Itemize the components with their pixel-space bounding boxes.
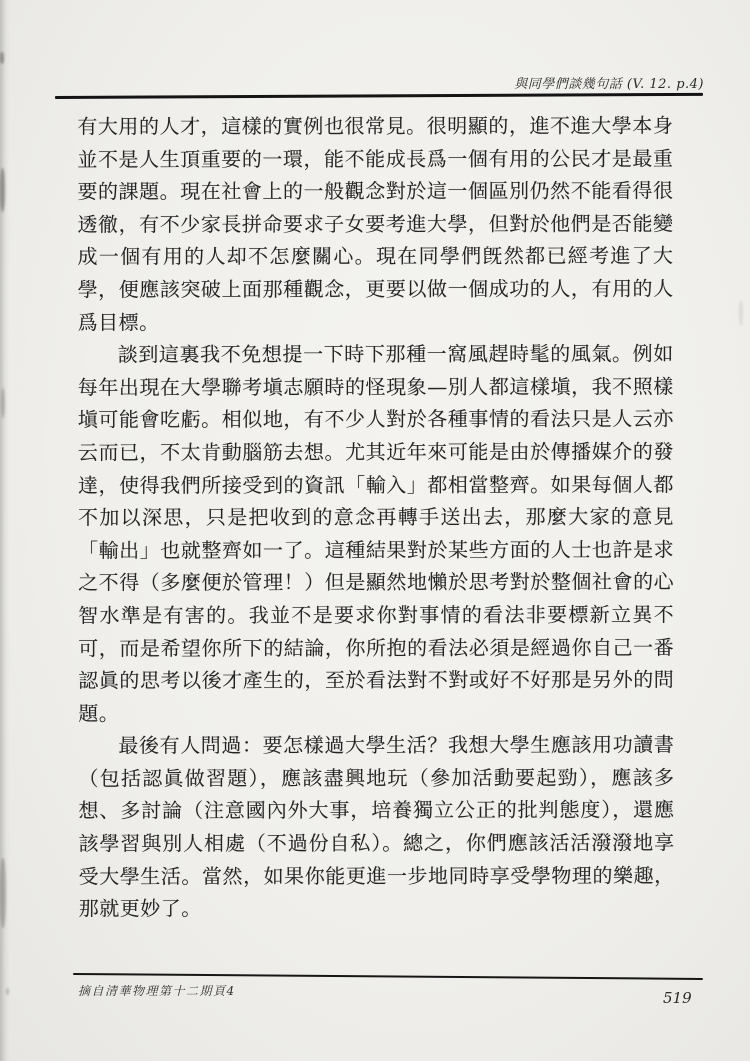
page-number: 519 <box>663 989 692 1007</box>
scan-speck <box>1 388 5 418</box>
scan-speck <box>6 988 9 995</box>
scan-speck <box>0 858 6 928</box>
body-paragraph-2: 談到這裏我不免想提一下時下那種一窩風趕時髦的風氣。例如每年出現在大學聯考塡志願時的怪現象—別人都這樣塡，我不照樣塡可能會吃虧。相似地，有不少人對於各種事情的看法只是人云亦云而已，不太肯動腦筋去想。尤其近年來可能是由於傳播媒介的發達，使得我們所接受到的資訊「輸入」都相當整齊。如果每個人都不加以深思，只是把收到的意念再轉手送出去，那麼大家的意見「輸出」也就整齊如一了。這種結果對於某些方面的人士也許是求之不得（多麼便於管理！）但是顯然地懶於思考對於整個社會的心智水準是有害的。我並不是要求你對事情的看法非要標新立異不可，而是希望你所下的結論，你所抱的看法必須是經過你自己一番認眞的思考以後才產生的，至於看法對不對或好不好那是另外的問題。 <box>77 341 675 726</box>
document-body <box>77 109 674 925</box>
header-rule <box>55 93 703 99</box>
body-paragraph-1: 有大用的人才，這樣的實例也很常見。很明顯的，進不進大學本身並不是人生頂重要的一環，能不能成長爲一個有用的公民才是最重要的課題。現在社會上的一般觀念對於這一個區別仍然不能看得很透徹，有不少家長拼命要求子女要考進大學，但對於他們是否能變成一個有用的人却不怎麼關心。現在同學們旣然都已經考進了大學，便應該突破上面那種觀念，更要以做一個成功的人，有用的人爲目標。 <box>77 113 674 335</box>
body-paragraph-3: 最後有人問過：要怎樣過大學生活？我想大學生應該用功讀書（包括認眞做習題），應該盡興地玩（參加活動要起勁），應該多想、多討論（注意國內外大事，培養獨立公正的批判態度），還應該學習與別人相處（不過份自私）。總之，你們應該活活潑潑地享受大學生活。當然，如果你能更進一步地同時享受學物理的樂趣，那就更妙了。 <box>78 732 675 921</box>
scan-speck <box>739 300 743 326</box>
scan-speck <box>0 168 5 212</box>
source-note: 摘自清華物理第十二期頁4 <box>78 984 236 998</box>
scan-speck <box>0 52 4 64</box>
running-title: 與同學們談幾句話 (V. 12. p.4) <box>514 77 704 92</box>
footer-rule <box>73 973 703 980</box>
